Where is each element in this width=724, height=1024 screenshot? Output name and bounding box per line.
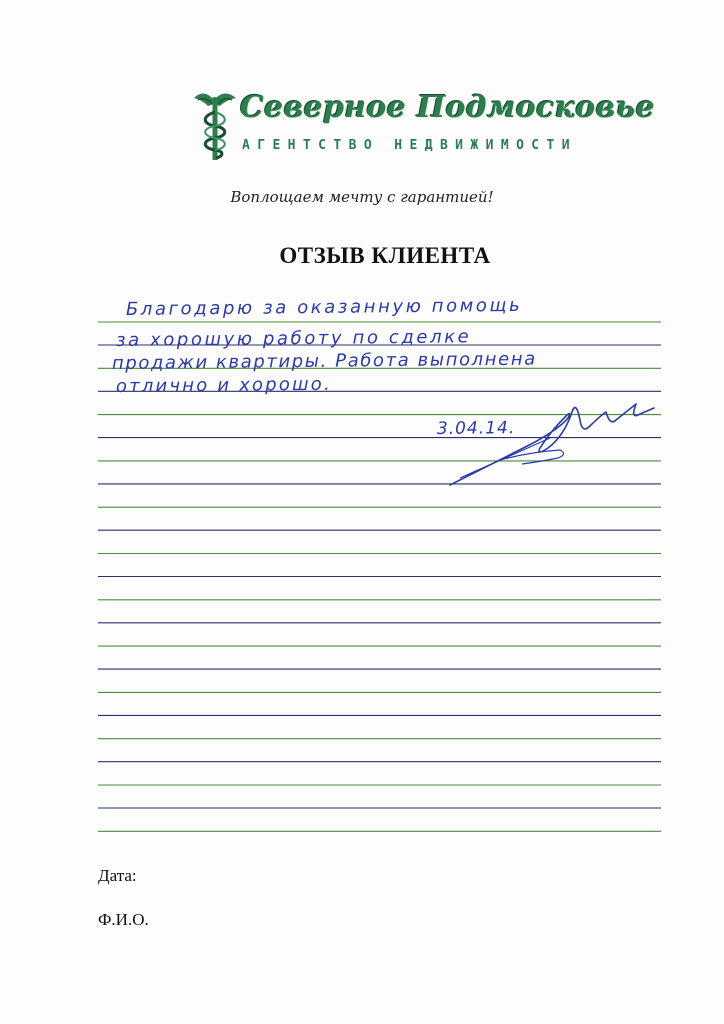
handwritten-signature [440,390,660,490]
agency-name: Северное Подмосковье [240,90,656,125]
date-label: Дата: [98,866,137,885]
review-text-line: отлично и хорошо. [115,373,332,397]
agency-subtitle: АГЕНТСТВО НЕДВИЖИМОСТИ [242,138,577,153]
review-text-line: за хорошую работу по сделке [115,326,472,351]
slogan: Воплощаем мечту с гарантией! [230,188,494,206]
review-date: 3.04.14. [436,418,516,439]
page-title: ОТЗЫВ КЛИЕНТА [279,243,491,268]
review-text-line: продажи квартиры. Работа выполнена [111,348,537,374]
review-text-line: Благодарю за оказанную помощь [125,294,523,320]
name-label: Ф.И.О. [98,910,149,929]
